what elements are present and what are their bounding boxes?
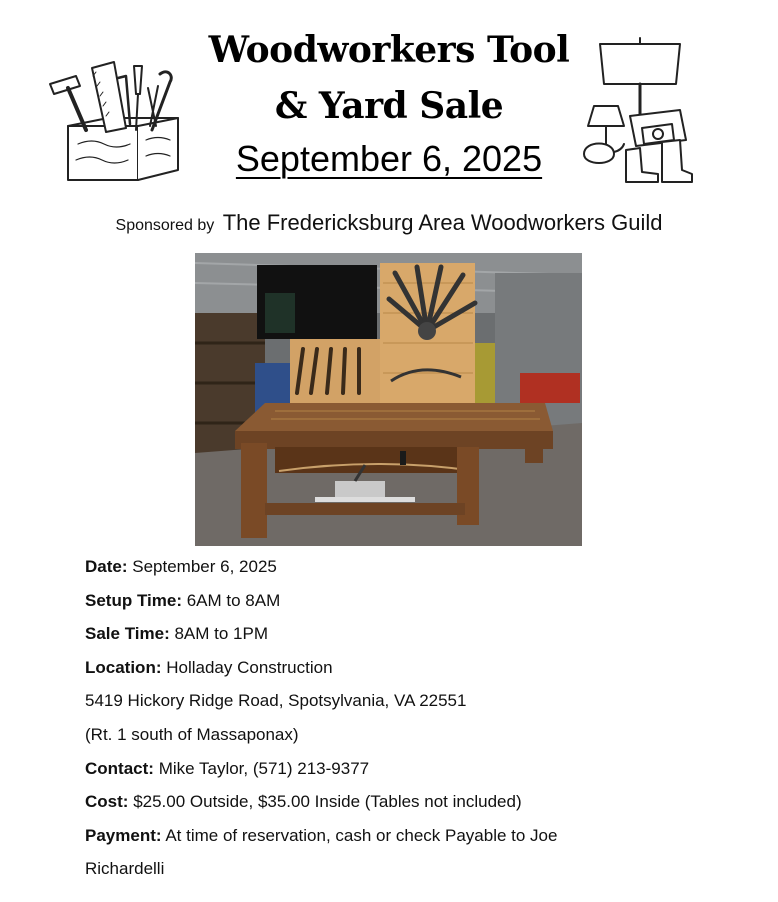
detail-contact (85, 752, 745, 786)
detail-directions: (Rt. 1 south of Massaponax) (85, 724, 299, 744)
workbench-photo (195, 253, 582, 546)
event-date-heading: September 6, 2025 (235, 138, 543, 179)
location-value: Holladay Construction (166, 657, 333, 677)
contact-label: Contact: (85, 758, 154, 778)
detail-payment-continued: Richardelli (85, 859, 165, 879)
date-label: Date: (85, 557, 128, 576)
cost-label: Cost: (85, 792, 129, 812)
location-label: Location: (85, 657, 162, 677)
payment-value: At time of reservation, cash or check Payable to Joe (165, 825, 558, 845)
sponsor-name: The Fredericksburg Area Woodworkers Guild (222, 210, 663, 235)
title-line-1: Woodworkers Tool (208, 29, 570, 71)
detail-address: 5419 Hickory Ridge Road, Spotsylvania, VA 22551 (85, 691, 467, 711)
date-value: September 6, 2025 (132, 557, 277, 576)
flyer-title (0, 22, 778, 184)
sponsor-prefix: Sponsored by (115, 217, 215, 234)
sponsor-line (0, 210, 778, 236)
title-line-2: & Yard Sale (274, 85, 504, 127)
sale-label: Sale Time: (85, 624, 170, 644)
setup-label: Setup Time: (85, 590, 182, 610)
setup-value: 6AM to 8AM (186, 590, 281, 610)
payment-label: Payment: (85, 825, 162, 845)
detail-location (85, 651, 745, 685)
detail-sale-time (85, 617, 745, 651)
detail-setup-time (85, 584, 745, 618)
contact-value: Mike Taylor, (571) 213-9377 (158, 758, 370, 778)
detail-cost (85, 785, 745, 819)
cost-value: $25.00 Outside, $35.00 Inside (Tables not included) (133, 792, 522, 812)
detail-payment (85, 819, 745, 853)
event-details (85, 550, 745, 886)
sale-value: 8AM to 1PM (174, 624, 269, 644)
detail-date (85, 550, 745, 584)
